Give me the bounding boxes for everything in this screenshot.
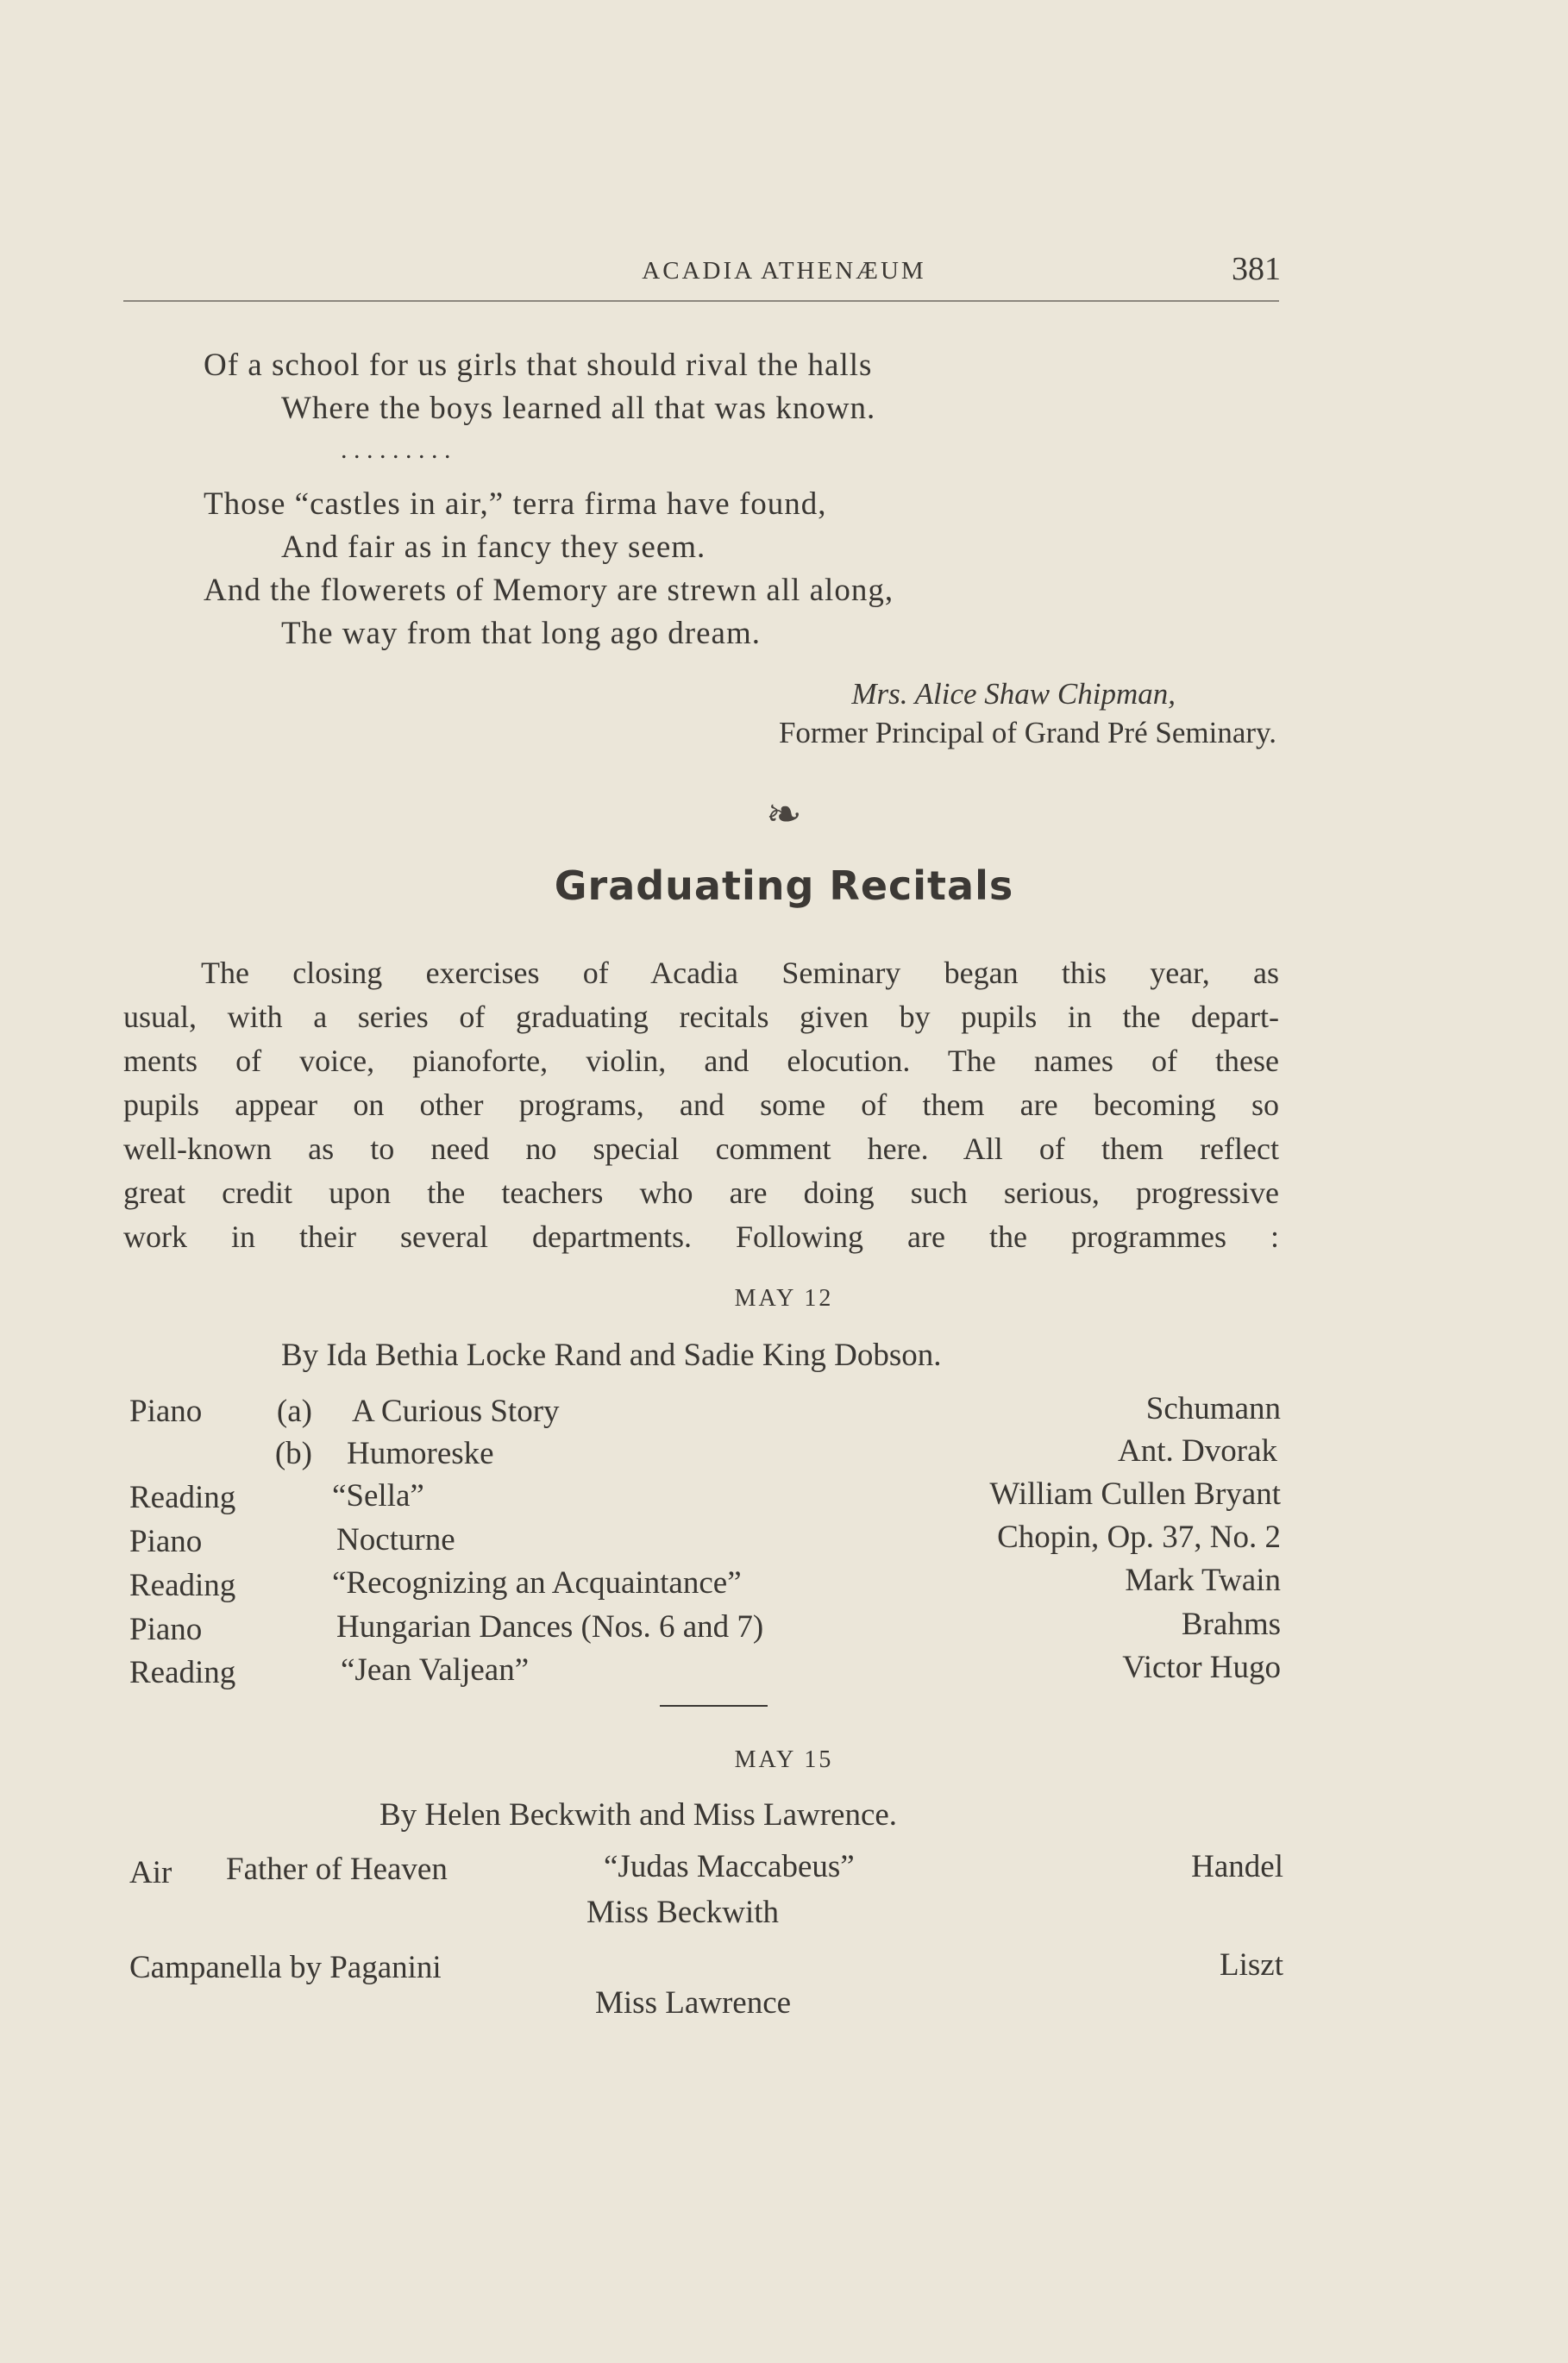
- poem-line: [204, 486, 827, 523]
- program-composer: William Cullen Bryant: [989, 1476, 1281, 1512]
- program-kind: Air: [129, 1855, 172, 1890]
- program-title: A Curious Story: [352, 1394, 560, 1429]
- paragraph-line: well-known as to need no special comment here. All of them reflect: [123, 1131, 1279, 1166]
- program-kind: Piano: [129, 1394, 203, 1429]
- program-composer: Brahms: [1181, 1607, 1281, 1642]
- poem-line: And the flowerets of Memory are strewn all along,: [204, 573, 894, 608]
- program-composer: Ant. Dvorak: [1118, 1433, 1277, 1469]
- program-composer: Schumann: [1145, 1391, 1281, 1426]
- program-composer: Victor Hugo: [1122, 1650, 1281, 1685]
- program-composer: Chopin, Op. 37, No. 2: [997, 1520, 1281, 1555]
- program-kind: Reading: [129, 1480, 236, 1515]
- program-title: Humoreske: [347, 1436, 494, 1471]
- program-composer: Handel: [1191, 1849, 1283, 1884]
- poem-line: The way from that long ago dream.: [281, 616, 761, 651]
- attribution-name: Mrs. Alice Shaw Chipman,: [851, 677, 1176, 711]
- recital-byline: By Ida Bethia Locke Rand and Sadie King Dobson.: [281, 1338, 942, 1373]
- program-kind: Piano: [129, 1612, 203, 1647]
- program-composer: Mark Twain: [1125, 1563, 1281, 1598]
- program-title: Father of Heaven: [226, 1852, 448, 1887]
- paragraph-line: work in their several departments. Following are the programmes :: [123, 1219, 1279, 1254]
- section-divider: [660, 1705, 768, 1707]
- poem-line-part: Those “castles in air,” terra firma have found,: [204, 486, 827, 522]
- poem-line: Where the boys learned all that was known.: [281, 391, 876, 426]
- paragraph-line: usual, with a series of graduating recitals given by pupils in the depart-: [123, 1000, 1279, 1034]
- program-title: “Sella”: [332, 1478, 424, 1514]
- program-title: Nocturne: [336, 1522, 455, 1558]
- poem-line: And fair as in fancy they seem.: [281, 530, 706, 565]
- paragraph-line: great credit upon the teachers who are doing such serious, progressive: [123, 1175, 1279, 1210]
- running-head: ACADIA ATHENÆUM: [642, 257, 926, 285]
- program-kind: Reading: [129, 1568, 236, 1603]
- recital-date: MAY 12: [734, 1285, 834, 1312]
- program-source: “Judas Maccabeus”: [604, 1849, 855, 1884]
- program-kind: Reading: [129, 1655, 236, 1690]
- program-mark: (a): [276, 1394, 312, 1429]
- section-heading: Graduating Recitals: [554, 862, 1014, 909]
- recital-byline: By Helen Beckwith and Miss Lawrence.: [379, 1797, 898, 1833]
- header-rule: [123, 300, 1279, 302]
- paragraph-line: The closing exercises of Acadia Seminary began this year, as: [201, 956, 1279, 990]
- attribution-role: Former Principal of Grand Pré Seminary.: [778, 716, 1276, 749]
- leaf-ornament-icon: ❧: [766, 790, 802, 838]
- program-title: Campanella by Paganini: [129, 1950, 442, 1985]
- program-title: “Recognizing an Acquaintance”: [332, 1565, 742, 1601]
- page-number: 381: [1232, 251, 1281, 287]
- paragraph-line: pupils appear on other programs, and some of them are becoming so: [123, 1087, 1279, 1122]
- program-mark: (b): [274, 1436, 312, 1471]
- program-performer: Miss Lawrence: [595, 1985, 792, 2021]
- poem-line: Of a school for us girls that should rival the halls: [204, 348, 873, 383]
- program-kind: Piano: [129, 1524, 203, 1559]
- program-title: Hungarian Dances (Nos. 6 and 7): [336, 1609, 764, 1645]
- program-composer: Liszt: [1220, 1947, 1283, 1983]
- program-performer: Miss Beckwith: [586, 1895, 780, 1930]
- ellipsis-dots: . . . . . . . . .: [341, 436, 451, 464]
- paragraph-line: ments of voice, pianoforte, violin, and elocution. The names of these: [123, 1044, 1279, 1078]
- program-title: “Jean Valjean”: [341, 1652, 530, 1688]
- recital-date: MAY 15: [734, 1746, 834, 1773]
- intro-paragraph: [123, 951, 1279, 1259]
